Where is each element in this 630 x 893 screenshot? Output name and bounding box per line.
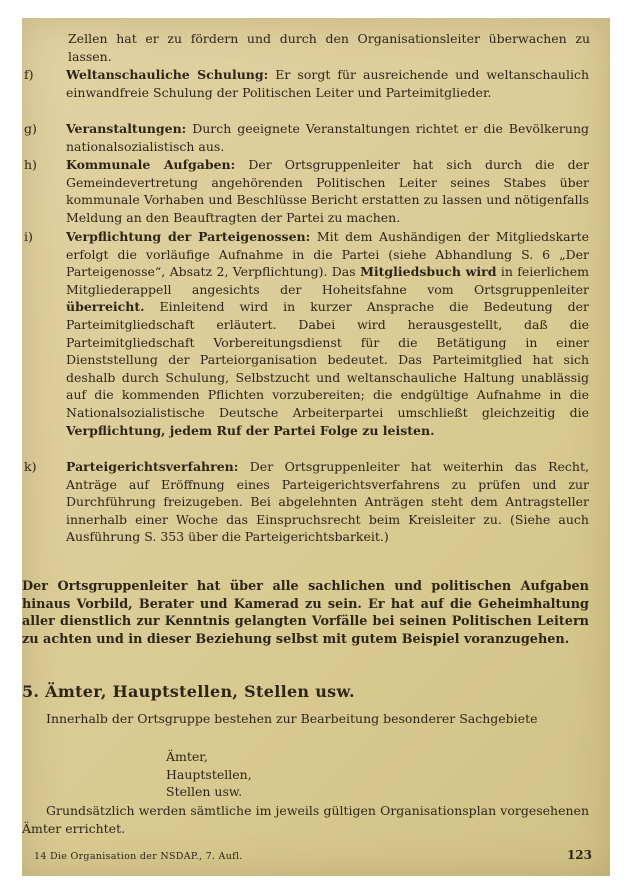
unit-list-item: Ämter, <box>166 749 208 764</box>
summary-paragraph: Der Ortsgruppenleiter hat über alle sachlichen und politischen Aufgaben hinaus Vorbild, Berater und Kamerad zu sein. Er hat auf die Geheimhaltung aller dienstlich zur Kenntnis gelangten Vorfälle bei seinen Politischen Leitern zu achten und in dieser Beziehung selbst mit gutem Beispiel voranzugehen. <box>22 579 589 647</box>
unit-list-item: Hauptstellen, <box>166 766 252 782</box>
item-body: Er sorgt für ausreichende und weltanschaulich einwandfreie Schulung der Politischen Leiter und Parteimitglieder. <box>66 67 589 100</box>
item-emphasis: überreicht. <box>66 299 145 315</box>
item-heading: Parteigerichtsverfahren: <box>66 459 239 474</box>
item-letter: f) <box>24 67 34 82</box>
item-text <box>66 458 589 546</box>
unit-list <box>166 748 252 801</box>
footer-source: 14 Die Organisation der NSDAP., 7. Aufl. <box>34 851 243 862</box>
page-number: 123 <box>566 848 592 862</box>
item-body-part: Einleitend wird in kurzer Ansprache die Bedeutung der Parteimitgliedschaft erläutert. Dabei wird herausgestellt, daß die Parteimitgliedschaft Vorbereitungsdienst für die Betätigung in einer Dienststellung der Parteiorganisation bedeutet. Das Parteimitglied hat sich deshalb durch Schulung, Selbstzucht und weltanschauliche Haltung unablässig auf die kommenden Pflichten vorzubereiten; die endgültige Aufnahme in die Nationalsozialistische Deutsche Arbeiterpartei umschließt gleichzeitig die <box>66 299 590 420</box>
item-body: Der Ortsgruppenleiter hat weiterhin das Recht, Anträge auf Eröffnung eines Parteigerichtsverfahrens zu prüfen und zur Durchführung freizugeben. Bei abgelehnten Anträgen steht dem Antragsteller innerhalb einer Woche das Einspruchsrecht beim Kreisleiter zu. (Siehe auch Ausführung S. 353 über die Parteigerichtsbarkeit.) <box>66 459 589 545</box>
item-letter: k) <box>24 459 37 474</box>
item-heading: Veranstaltungen: <box>66 121 187 136</box>
intro-paragraph: Innerhalb der Ortsgruppe bestehen zur Bearbeitung besonderer Sachgebiete <box>46 711 538 726</box>
item-body: Durch geeignete Veranstaltungen richtet er die Bevölkerung nationalsozialistisch aus. <box>66 121 589 154</box>
item-letter: i) <box>24 229 33 244</box>
item-heading: Weltanschauliche Schulung: <box>66 67 269 82</box>
item-text <box>66 228 589 439</box>
unit-list-item: Stellen usw. <box>166 784 243 800</box>
section-heading: 5. Ämter, Hauptstellen, Stellen usw. <box>22 682 355 701</box>
continuation-paragraph: Zellen hat er zu fördern und durch den Organisationsleiter überwachen zu lassen. <box>68 31 590 64</box>
closing-paragraph: Grundsätzlich werden sämtliche im jeweils gültigen Organisationsplan vorgesehenen Ämter errichtet. <box>22 803 589 836</box>
item-letter: g) <box>24 121 37 136</box>
item-letter: h) <box>24 157 37 172</box>
item-body-part: in feierlichem Mitgliederappell angesichts der Hoheitsfahne vom Ortsgruppenleiter <box>66 264 590 297</box>
item-text <box>66 156 589 226</box>
document-page <box>22 18 610 876</box>
item-text <box>66 120 589 155</box>
item-body-part: Mit dem Aushändigen der Mitgliedskarte erfolgt die vorläufige Aufnahme in die Partei (siehe Abhandlung S. 6 „Der Parteigenosse“, Absatz 2, Verpflichtung). Das <box>66 229 589 280</box>
item-body: Der Ortsgruppenleiter hat sich durch die der Gemeindevertretung angehörenden Politischen Leiter seines Stabes über kommunale Vorhaben und Beschlüsse Bericht erstatten zu lassen und nötigenfalls Meldung an den Beauftragten der Partei zu machen. <box>66 157 589 225</box>
item-emphasis: Mitgliedsbuch wird <box>360 264 497 280</box>
item-text <box>66 66 589 101</box>
item-emphasis: Verpflichtung, jedem Ruf der Partei Folge zu leisten. <box>66 422 435 438</box>
item-heading: Kommunale Aufgaben: <box>66 157 236 172</box>
item-heading: Verpflichtung der Parteigenossen: <box>66 229 311 244</box>
